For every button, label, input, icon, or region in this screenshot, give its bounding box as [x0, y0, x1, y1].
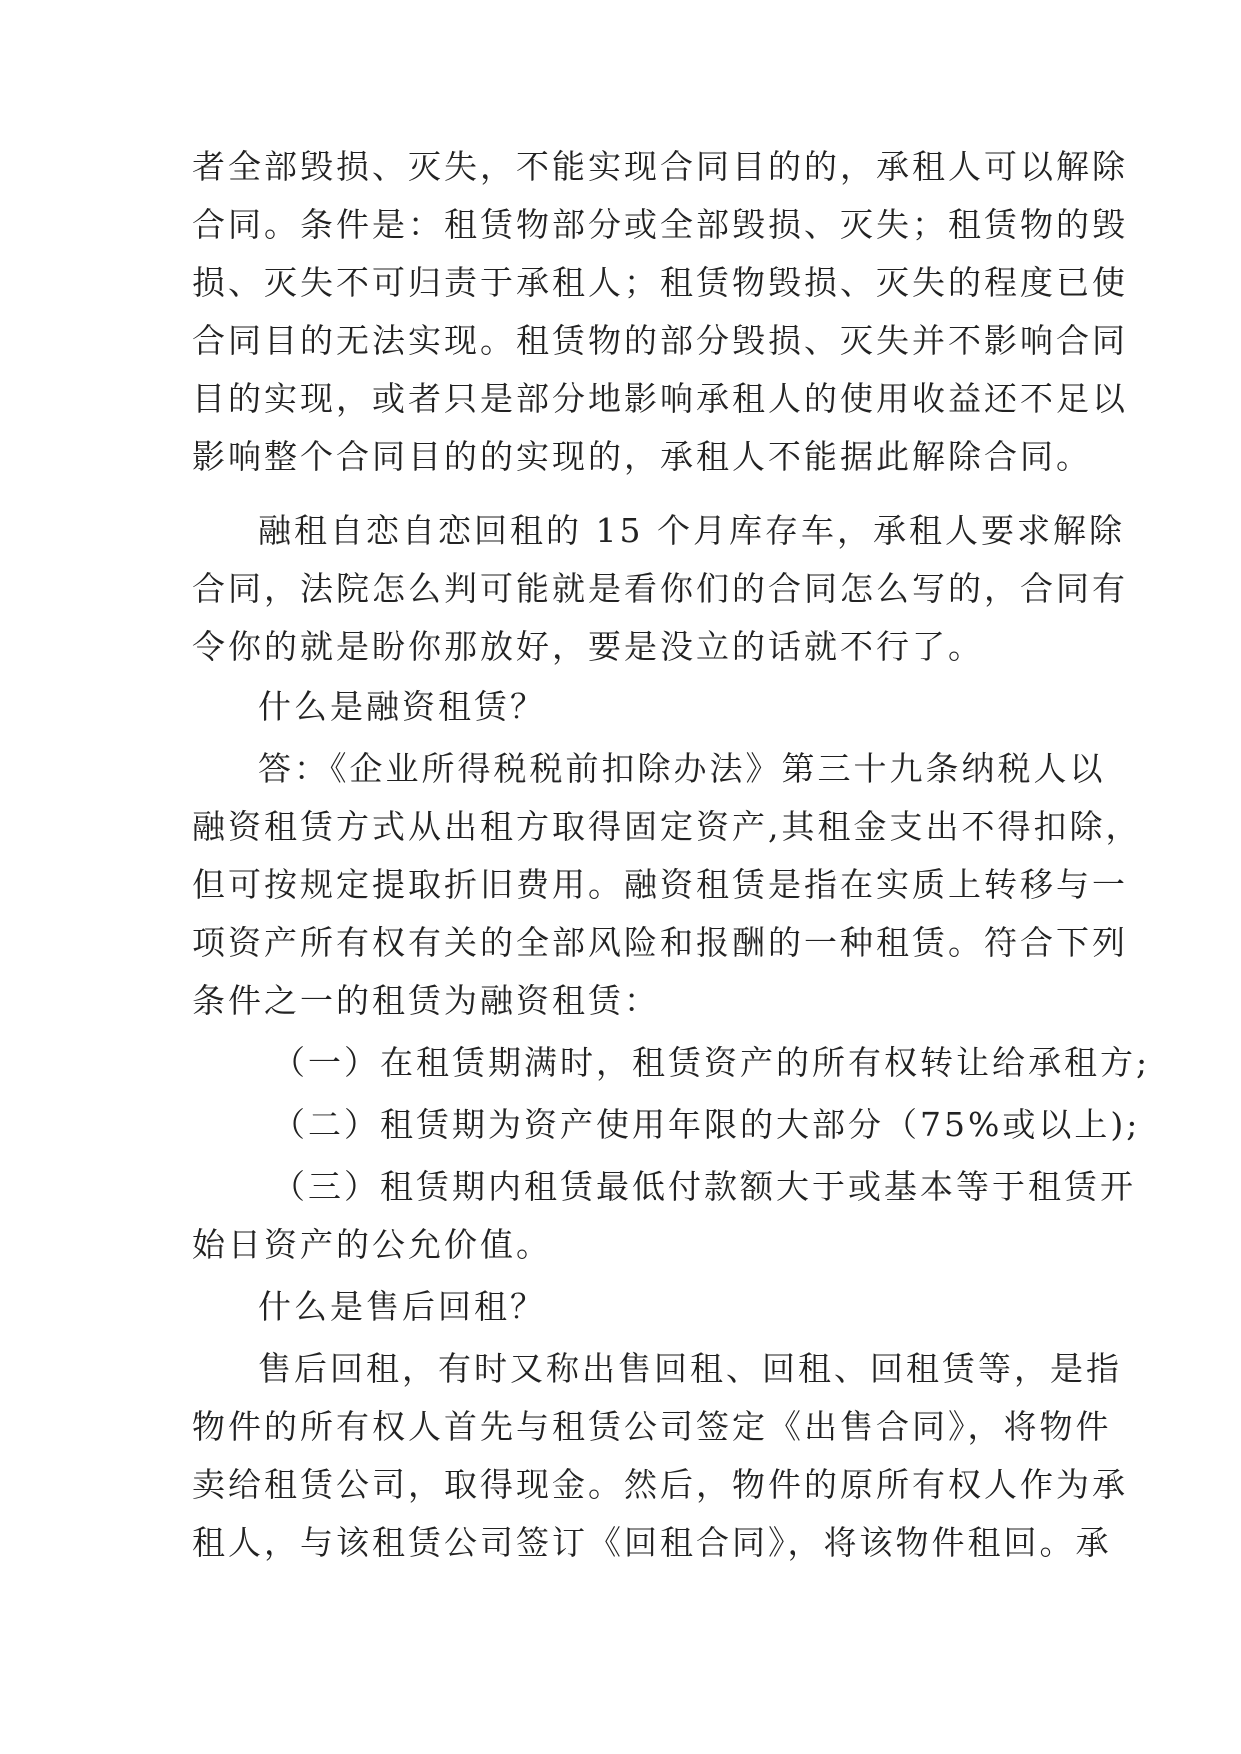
question-heading: 什么是融资租赁？ [258, 687, 546, 726]
text-line: 项资产所有权有关的全部风险和报酬的一种租赁。符合下列 [192, 923, 1128, 962]
text-line: 售后回租，有时又称出售回租、回租、回租赁等，是指 [258, 1349, 1122, 1388]
text-line: 融资租赁方式从出租方取得固定资产,其租金支出不得扣除， [192, 807, 1142, 846]
text-line: 物件的所有权人首先与租赁公司签定《出售合同》，将物件 [192, 1407, 1112, 1446]
text-line: 条件之一的租赁为融资租赁： [192, 981, 660, 1020]
text-line: 合同目的无法实现。租赁物的部分毁损、灭失并不影响合同 [192, 321, 1128, 360]
text-line: 合同。条件是：租赁物部分或全部毁损、灭失；租赁物的毁 [192, 205, 1128, 244]
text-line: 损、灭失不可归责于承租人；租赁物毁损、灭失的程度已使 [192, 263, 1128, 302]
text-line: 影响整个合同目的的实现的，承租人不能据此解除合同。 [192, 437, 1092, 476]
list-item: （一）在租赁期满时，租赁资产的所有权转让给承租方; [272, 1043, 1151, 1082]
text-line: 答：《企业所得税税前扣除办法》第三十九条纳税人以 [258, 749, 1106, 788]
text-line: 融租自恋自恋回租的 15 个月库存车，承租人要求解除 [258, 511, 1125, 550]
text-line: 卖给租赁公司，取得现金。然后，物件的原所有权人作为承 [192, 1465, 1128, 1504]
text-line: 目的实现，或者只是部分地影响承租人的使用收益还不足以 [192, 379, 1128, 418]
list-item: （三）租赁期内租赁最低付款额大于或基本等于租赁开 [272, 1167, 1136, 1206]
text-line: 但可按规定提取折旧费用。融资租赁是指在实质上转移与一 [192, 865, 1128, 904]
text-line: 者全部毁损、灭失，不能实现合同目的的，承租人可以解除 [192, 147, 1128, 186]
text-line: 租人，与该租赁公司签订《回租合同》，将该物件租回。承 [192, 1523, 1112, 1562]
question-heading: 什么是售后回租？ [258, 1287, 546, 1326]
text-line: 令你的就是盼你那放好，要是没立的话就不行了。 [192, 627, 984, 666]
text-line: 始日资产的公允价值。 [192, 1225, 552, 1264]
list-item: （二）租赁期为资产使用年限的大部分（75%或以上); [272, 1105, 1141, 1144]
text-line: 合同，法院怎么判可能就是看你们的合同怎么写的，合同有 [192, 569, 1128, 608]
